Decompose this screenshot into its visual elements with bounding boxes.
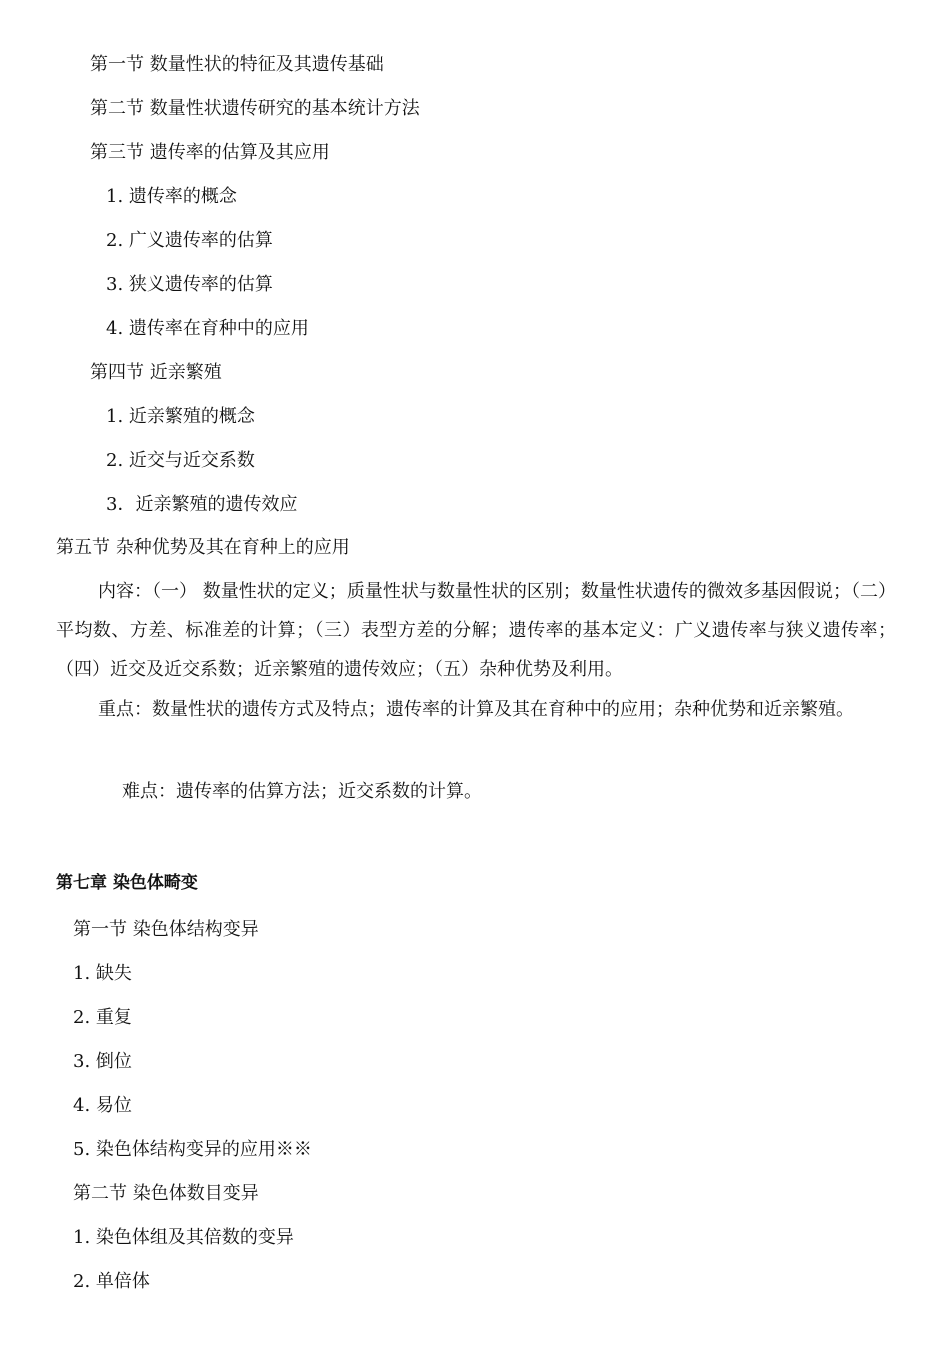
list-item: 1. 染色体组及其倍数的变异: [73, 1227, 294, 1248]
content-paragraph: 内容：（一） 数量性状的定义；质量性状与数量性状的区别；数量性状遗传的微效多基因假说；（二）平均数、方差、标准差的计算；（三）表型方差的分解；遗传率的基本定义：广义遗传率与狭义遗传率；（四）近交及近交系数；近亲繁殖的遗传效应；（五）杂种优势及利用。: [56, 581, 896, 680]
list-item: 2. 广义遗传率的估算: [106, 230, 273, 251]
section-heading: 第二节 染色体数目变异: [73, 1183, 259, 1204]
list-item: 2. 单倍体: [73, 1271, 150, 1292]
section-heading: 第五节 杂种优势及其在育种上的应用: [56, 537, 350, 558]
chapter-title: 第七章 染色体畸变: [56, 873, 198, 893]
list-item: 5. 染色体结构变异的应用※※: [73, 1139, 312, 1160]
difficulties-line: 难点：遗传率的估算方法；近交系数的计算。: [122, 781, 482, 802]
section-heading: 第二节 数量性状遗传研究的基本统计方法: [90, 98, 420, 119]
key-points-paragraph: 重点：数量性状的遗传方式及特点；遗传率的计算及其在育种中的应用；杂种优势和近亲繁殖。: [98, 699, 854, 720]
list-item: 1. 近亲繁殖的概念: [106, 406, 255, 427]
list-item: 3．近亲繁殖的遗传效应: [106, 494, 298, 515]
list-item: 2. 近交与近交系数: [106, 450, 255, 471]
list-item: 4. 易位: [73, 1095, 132, 1116]
list-item: 4. 遗传率在育种中的应用: [106, 318, 309, 339]
section-heading: 第三节 遗传率的估算及其应用: [90, 142, 330, 163]
list-item: 2. 重复: [73, 1007, 132, 1028]
list-item: 1. 遗传率的概念: [106, 186, 237, 207]
section-heading: 第一节 数量性状的特征及其遗传基础: [90, 54, 384, 75]
section-heading: 第一节 染色体结构变异: [73, 919, 259, 940]
list-item: 3. 倒位: [73, 1051, 132, 1072]
section-heading: 第四节 近亲繁殖: [90, 362, 222, 383]
list-item: 1. 缺失: [73, 963, 132, 984]
list-item: 3. 狭义遗传率的估算: [106, 274, 273, 295]
